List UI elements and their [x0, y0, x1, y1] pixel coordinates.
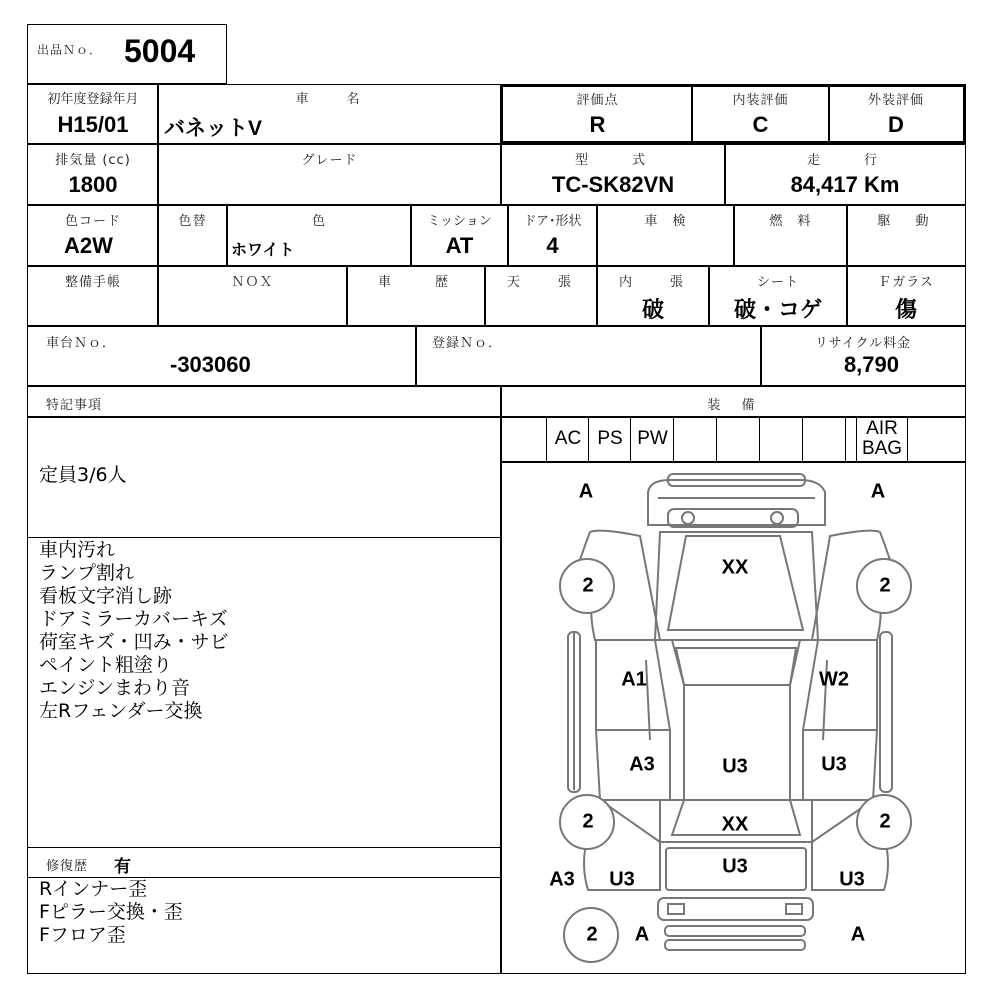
repair-line: Fフロア歪	[39, 924, 126, 946]
model-cell	[500, 144, 726, 205]
seat-label: シート	[756, 275, 799, 290]
interior-lining-label: 内 張	[618, 275, 687, 290]
score-cell	[500, 84, 693, 144]
equipment-row	[500, 416, 966, 463]
exterior-rating-cell	[828, 84, 966, 144]
interior-rating-cell	[691, 84, 830, 144]
mark-right-front-door: W2	[819, 668, 849, 691]
vehicle-history-cell	[346, 266, 486, 326]
mark-front-left-corner: A	[578, 480, 594, 503]
remarks-line: 車内汚れ	[39, 539, 116, 561]
doors-label: ドア･形状	[523, 214, 582, 229]
displacement-value: 1800	[68, 172, 118, 197]
drive-cell	[846, 205, 966, 266]
car-name-label: 車 名	[295, 92, 364, 107]
car-outline-diagram	[500, 461, 966, 974]
seat-cell	[708, 266, 848, 326]
exterior-rating-label: 外装評価	[867, 93, 924, 108]
fuel-cell	[733, 205, 848, 266]
mark-left-rear-panel: A3	[629, 753, 655, 776]
color-cell	[226, 205, 412, 266]
mark-rear-left-bumper-side: U3	[609, 868, 635, 891]
inspection-cell	[596, 205, 735, 266]
fuel-label: 燃 料	[769, 214, 812, 229]
chassis-number-cell	[27, 326, 417, 386]
color-code-label: 色コード	[64, 214, 121, 229]
lot-number-box	[27, 24, 227, 84]
maintenance-record-cell	[27, 266, 159, 326]
lot-number: 5004	[124, 33, 196, 69]
remarks-header	[27, 386, 502, 418]
equipment-pw: PW	[637, 428, 668, 449]
remarks-list	[39, 539, 229, 723]
remarks-divider	[28, 537, 501, 538]
nox-cell	[157, 266, 348, 326]
mark-front-right-corner: A	[870, 480, 886, 503]
mark-rear-window: XX	[721, 813, 749, 836]
equipment-cell	[630, 417, 674, 462]
model-label: 型 式	[574, 153, 651, 168]
repair-list	[39, 878, 183, 947]
drive-label: 駆 動	[877, 214, 935, 229]
registration-number-label: 登録Ｎｏ．	[432, 336, 503, 351]
chassis-number-label: 車台Ｎｏ．	[46, 336, 117, 351]
mark-rear-right-wheel: 2	[879, 810, 891, 833]
damage-diagram	[500, 461, 966, 974]
equipment-header	[500, 386, 966, 418]
mark-right-rear-panel: U3	[821, 753, 847, 776]
recycle-fee-label: リサイクル料金	[814, 336, 912, 351]
transmission-cell	[410, 205, 509, 266]
equipment-cell	[856, 417, 908, 462]
remarks-line: 看板文字消し跡	[39, 585, 173, 607]
interior-lining-cell	[596, 266, 710, 326]
mark-hood: XX	[721, 556, 749, 579]
mark-front-left-wheel: 2	[582, 574, 594, 597]
mark-left-front-door: A1	[621, 668, 647, 691]
displacement-label: 排気量 (cc)	[55, 153, 131, 168]
equipment-label: 装 備	[707, 398, 759, 413]
first-registration-cell	[27, 84, 159, 144]
vehicle-history-label: 車 歴	[377, 275, 454, 290]
equipment-cell	[802, 417, 846, 462]
grade-cell	[157, 144, 502, 205]
doors-cell	[507, 205, 598, 266]
mark-front-right-wheel: 2	[879, 574, 891, 597]
registration-number-cell	[415, 326, 762, 386]
remarks-box	[27, 416, 502, 974]
remarks-line: 左Rフェンダー交換	[39, 700, 203, 722]
nox-label: ＮＯＸ	[231, 275, 274, 290]
color-code-cell	[27, 205, 159, 266]
mark-rear-left-quarter: A3	[549, 868, 575, 891]
seat-value: 破・コゲ	[733, 297, 822, 322]
remarks-label: 特記事項	[46, 398, 103, 413]
interior-rating-value: C	[752, 112, 769, 137]
remarks-line: エンジンまわり音	[39, 677, 191, 699]
transmission-value: AT	[445, 233, 474, 258]
lot-number-label: 出品Ｎｏ．	[37, 43, 103, 57]
equipment-ac: AC	[554, 428, 582, 449]
roof-lining-label: 天 張	[506, 275, 575, 290]
inspection-label: 車 検	[644, 214, 687, 229]
mileage-cell	[724, 144, 966, 205]
repair-line: Rインナー歪	[39, 878, 148, 900]
grade-label: グレード	[301, 153, 358, 168]
color-label: 色	[311, 214, 326, 229]
roof-lining-cell	[484, 266, 598, 326]
remarks-line: ペイント粗塗り	[39, 654, 173, 676]
car-name-value: バネットV	[164, 117, 263, 140]
equipment-cell	[501, 417, 546, 462]
doors-value: 4	[546, 233, 559, 258]
score-value: R	[589, 112, 606, 137]
remarks-line: ドアミラーカバーキズ	[39, 608, 228, 630]
recycle-fee-cell	[760, 326, 966, 386]
mark-spare-tire: 2	[586, 923, 598, 946]
mark-rear-right-corner: A	[850, 923, 866, 946]
model-value: TC-SK82VN	[551, 172, 675, 197]
repair-line: Fピラー交換・歪	[39, 901, 183, 923]
mark-rear-right-quarter: U3	[839, 868, 865, 891]
equipment-cell	[759, 417, 803, 462]
front-glass-cell	[846, 266, 966, 326]
equipment-ps: PS	[597, 428, 623, 449]
repair-divider-top	[28, 847, 501, 848]
maintenance-record-label: 整備手帳	[64, 275, 121, 290]
equipment-cell	[673, 417, 717, 462]
mileage-value: 84,417 Km	[790, 172, 900, 197]
recycle-fee-value: 8,790	[843, 352, 899, 377]
mark-roof: U3	[722, 755, 748, 778]
chassis-number-value: -303060	[170, 352, 251, 377]
remarks-line: ランプ割れ	[39, 562, 135, 584]
equipment-cell	[546, 417, 589, 462]
color-code-value: A2W	[64, 233, 113, 258]
displacement-cell	[27, 144, 159, 205]
seating-capacity: 定員3/6人	[39, 464, 127, 486]
mark-rear-left-wheel: 2	[582, 810, 594, 833]
color-change-cell	[157, 205, 228, 266]
interior-rating-label: 内装評価	[732, 93, 789, 108]
first-registration-value: H15/01	[57, 112, 129, 137]
remarks-line: 荷室キズ・凹み・サビ	[39, 631, 229, 653]
repair-history-value: 有	[114, 857, 131, 876]
mark-rear-left-corner: A	[634, 923, 650, 946]
transmission-label: ミッション	[427, 214, 492, 229]
mark-rear-hatch: U3	[722, 855, 748, 878]
equipment-cell	[716, 417, 760, 462]
front-glass-value: 傷	[894, 297, 917, 322]
score-label: 評価点	[576, 93, 619, 108]
mileage-label: 走 行	[806, 153, 883, 168]
first-registration-label: 初年度登録年月	[47, 92, 139, 107]
color-value: ホワイト	[231, 242, 295, 259]
exterior-rating-value: D	[888, 112, 904, 137]
equipment-airbag: AIR BAG	[861, 418, 903, 459]
interior-lining-value: 破	[641, 297, 664, 322]
repair-history-label: 修復歴	[46, 859, 89, 874]
car-name-cell	[157, 84, 502, 144]
color-change-label: 色替	[178, 214, 207, 229]
front-glass-label: Ｆガラス	[878, 275, 934, 290]
equipment-cell	[588, 417, 631, 462]
